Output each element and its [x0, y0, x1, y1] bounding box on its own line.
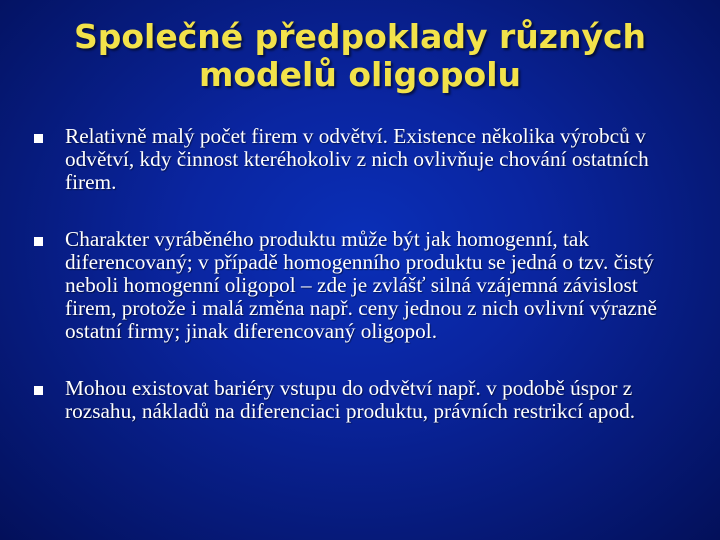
bullet-item: [32, 228, 692, 344]
bullet-list: [32, 125, 692, 456]
bullet-item: [32, 125, 692, 195]
slide-title: [0, 18, 720, 94]
square-bullet-icon: [34, 386, 43, 395]
square-bullet-icon: [34, 134, 43, 143]
square-bullet-icon: [34, 237, 43, 246]
bullet-text: Relativně malý počet firem v odvětví. Existence několika výrobců v odvětví, kdy činnost kteréhokoliv z nich ovlivňuje chování ostatních firem.: [65, 124, 649, 195]
bullet-text: Charakter vyráběného produktu může být jak homogenní, tak diferencovaný; v případě homogenního produktu se jedná o tzv. čistý neboli homogenní oligopol – zde je zvlášť silná vzájemná závislost firem, protože i malá změna např. ceny jednou z nich ovlivní výrazně ostatní firmy; jinak diferencovaný oligopol.: [65, 226, 657, 344]
bullet-item: [32, 377, 692, 423]
title-line-1: Společné předpoklady různých: [73, 17, 647, 56]
title-line-2: modelů oligopolu: [198, 54, 522, 94]
bullet-text: Mohou existovat bariéry vstupu do odvětví např. v podobě úspor z rozsahu, nákladů na diferenciaci produktu, právních restrikcí apod.: [65, 375, 636, 423]
